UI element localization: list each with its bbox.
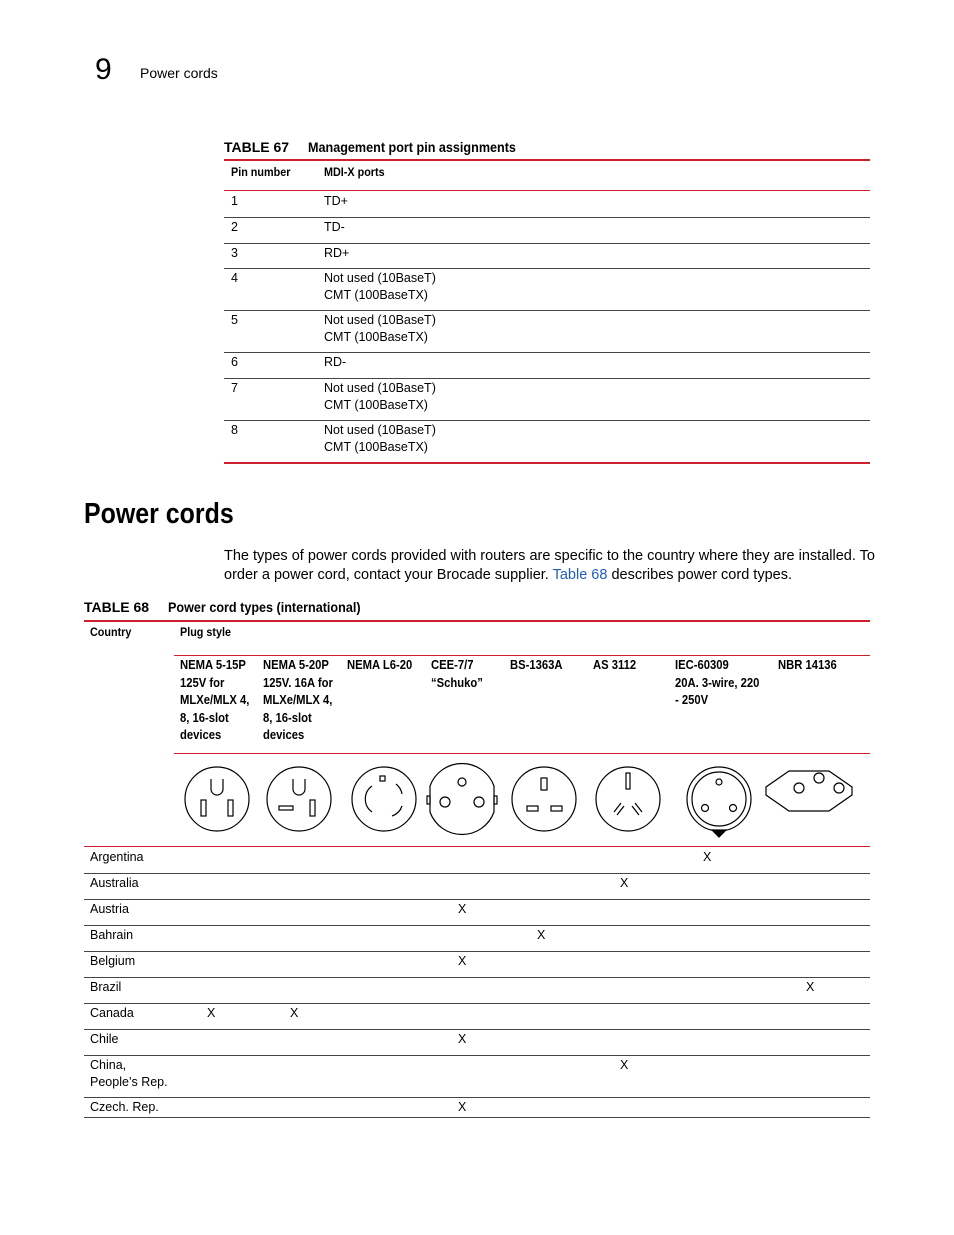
country-line-1: Australia (90, 876, 139, 890)
table67-pin-cell: 6 (231, 355, 238, 369)
mdi-line-1: Not used (10BaseT) (324, 381, 436, 395)
country-line-1: Czech. Rep. (90, 1100, 159, 1114)
table67-mdi-cell (324, 219, 345, 236)
plug-header-line: 8, 16-slot (263, 710, 312, 725)
table67-row-rule (224, 310, 870, 311)
table67-pin-cell: 3 (231, 246, 238, 260)
mdi-line-2: CMT (100BaseTX) (324, 288, 428, 302)
country-line-1: Chile (90, 1032, 119, 1046)
table67-pin-cell: 5 (231, 313, 238, 327)
table68-row-rule (84, 977, 870, 978)
plug-mark-cell: X (537, 928, 546, 942)
table68-row-rule (84, 873, 870, 874)
plug-header-line: AS 3112 (593, 658, 637, 672)
plug-mark-cell: X (207, 1006, 216, 1020)
plug-style-header (180, 657, 249, 745)
table68-top-rule (84, 620, 870, 622)
table68-caption-title: Power cord types (international) (168, 599, 361, 615)
plug-header-line: “Schuko” (431, 675, 483, 690)
table68-header-bottom-rule (84, 846, 870, 847)
table68-row-rule (84, 1055, 870, 1056)
mdi-line-1: RD+ (324, 246, 350, 260)
plug-header-line: 8, 16-slot (180, 710, 229, 725)
table67-row-rule (224, 243, 870, 244)
mdi-line-2: CMT (100BaseTX) (324, 330, 428, 344)
plug-style-header (431, 657, 483, 692)
plug-header-line: devices (263, 728, 305, 742)
table67-header-pin: Pin number (231, 165, 291, 179)
plug-header-line: BS-1363A (510, 658, 563, 672)
plug-mark-cell: X (703, 850, 712, 864)
table67-caption-label: TABLE 67 (224, 139, 290, 155)
table68-row-rule (84, 1003, 870, 1004)
mdi-line-2: CMT (100BaseTX) (324, 440, 428, 454)
table67-mdi-cell (324, 245, 349, 262)
mdi-line-1: RD- (324, 355, 347, 369)
table67-row-rule (224, 352, 870, 353)
country-cell (90, 901, 129, 918)
table68-row-rule (84, 951, 870, 952)
table67-row-rule (224, 268, 870, 269)
plug-mark-cell: X (806, 980, 815, 994)
plug-mark-cell: X (620, 1058, 629, 1072)
country-line-1: Bahrain (90, 928, 134, 942)
plug-header-line: 20A. 3-wire, 220 (675, 675, 760, 690)
chapter-title: Power cords (140, 65, 218, 81)
table67-mdi-cell (324, 422, 436, 456)
plug-header-line: NEMA L6-20 (347, 658, 413, 672)
table67-header-mdi: MDI-X ports (324, 165, 385, 179)
nema-l6-20-plug-icon (352, 767, 416, 831)
table67-row-rule (224, 462, 870, 464)
table68-plug-name-rule (174, 753, 870, 754)
table67-header-rule (224, 190, 870, 191)
plug-header-line: IEC-60309 (675, 658, 729, 672)
table68-row-rule (84, 899, 870, 900)
table68-row-rule (84, 925, 870, 926)
country-cell (90, 979, 121, 996)
chapter-number: 9 (95, 53, 112, 86)
table68-link[interactable]: Table 68 (552, 567, 608, 583)
plug-mark-cell: X (458, 902, 467, 916)
plug-mark-cell: X (290, 1006, 299, 1020)
country-cell (90, 953, 135, 970)
plug-style-header (510, 657, 563, 675)
table67-pin-cell: 1 (231, 194, 238, 208)
country-line-2: People’s Rep. (90, 1075, 168, 1089)
country-line-1: Argentina (90, 850, 144, 864)
plug-header-line: NEMA 5-20P (263, 658, 329, 672)
mdi-line-2: CMT (100BaseTX) (324, 398, 428, 412)
plug-mark-cell: X (458, 954, 467, 968)
country-cell (90, 1005, 134, 1022)
table68-row-rule (84, 1117, 870, 1118)
table67-mdi-cell (324, 380, 436, 414)
mdi-line-1: Not used (10BaseT) (324, 313, 436, 327)
plug-header-line: MLXe/MLX 4, (263, 693, 333, 707)
country-cell (90, 1099, 159, 1116)
plug-header-line: NEMA 5-15P (180, 658, 246, 672)
plug-mark-cell: X (620, 876, 629, 890)
plug-style-header (675, 657, 759, 710)
mdi-line-1: TD- (324, 220, 345, 234)
plug-icons-row (174, 756, 870, 844)
nema-5-15p-plug-icon (185, 767, 249, 831)
country-cell (90, 927, 133, 944)
table67-mdi-cell (324, 270, 436, 304)
table67-pin-cell: 4 (231, 271, 238, 285)
nema-5-20p-plug-icon (267, 767, 331, 831)
plug-mark-cell: X (458, 1100, 467, 1114)
country-line-1: China, (90, 1058, 127, 1072)
plug-style-header (778, 657, 837, 675)
table67-caption-title: Management port pin assignments (308, 139, 516, 155)
table68-plug-header-rule (174, 655, 870, 656)
table68-row-rule (84, 1029, 870, 1030)
plug-header-line: NBR 14136 (778, 658, 837, 672)
bs-1363a-plug-icon (512, 767, 576, 831)
plug-header-line: CEE-7/7 (431, 658, 474, 672)
plug-style-header (347, 657, 412, 675)
iec-60309-plug-icon (687, 767, 751, 837)
table68-row-rule (84, 1097, 870, 1098)
plug-mark-cell: X (458, 1032, 467, 1046)
paragraph-text-start: The types of power cords provided with routers are specific to the country where they are installed. To order a power cord, contact your Brocade supplier. (224, 548, 875, 583)
mdi-line-1: Not used (10BaseT) (324, 271, 436, 285)
section-paragraph (224, 547, 884, 585)
country-line-1: Austria (90, 902, 129, 916)
table68-caption-label: TABLE 68 (84, 599, 150, 615)
plug-style-header (263, 657, 333, 745)
country-line-1: Belgium (90, 954, 136, 968)
table67-mdi-cell (324, 193, 348, 210)
schuko-plug-icon (427, 763, 497, 834)
mdi-line-1: Not used (10BaseT) (324, 423, 436, 437)
nbr-14136-plug-icon (766, 771, 852, 811)
table67-row-rule (224, 217, 870, 218)
table67-mdi-cell (324, 312, 436, 346)
table67-row-rule (224, 378, 870, 379)
table67-top-rule (224, 159, 870, 161)
country-line-1: Canada (90, 1006, 134, 1020)
country-line-1: Brazil (90, 980, 122, 994)
table67-pin-cell: 8 (231, 423, 238, 437)
plug-header-line: 125V. 16A for (263, 675, 333, 690)
table68-header-plug-style: Plug style (180, 625, 232, 639)
plug-style-header (593, 657, 636, 675)
country-cell (90, 875, 139, 892)
plug-header-line: 125V for (180, 675, 225, 690)
country-cell (90, 1057, 168, 1091)
table67-pin-cell: 2 (231, 220, 238, 234)
section-heading: Power cords (84, 498, 234, 530)
country-cell (90, 849, 144, 866)
mdi-line-1: TD+ (324, 194, 348, 208)
table68-header-country: Country (90, 625, 132, 639)
paragraph-text-end: describes power cord types. (607, 567, 792, 583)
table67-row-rule (224, 420, 870, 421)
plug-header-line: MLXe/MLX 4, (180, 693, 250, 707)
plug-header-line: devices (180, 728, 222, 742)
country-cell (90, 1031, 119, 1048)
table67-mdi-cell (324, 354, 346, 371)
plug-header-line: - 250V (675, 693, 709, 707)
as-3112-plug-icon (596, 767, 660, 831)
table67-pin-cell: 7 (231, 381, 238, 395)
